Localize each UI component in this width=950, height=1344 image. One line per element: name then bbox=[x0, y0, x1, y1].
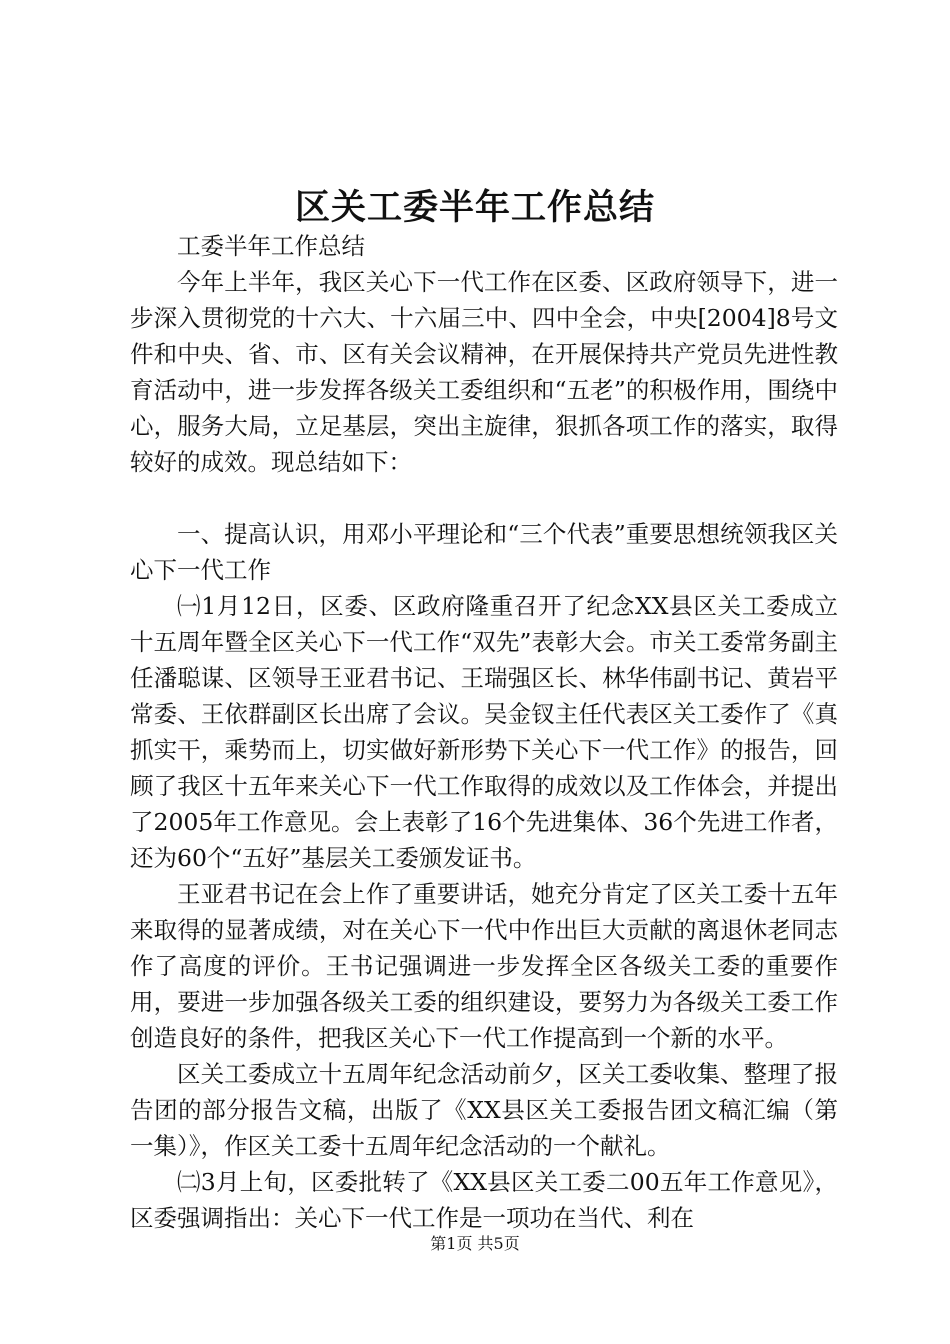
paragraph-item-1: ㈠1月12日，区委、区政府隆重召开了纪念XX县区关工委成立十五周年暨全区关心下一代工作“双先”表彰大会。市关工委常务副主任潘聪谋、区领导王亚君书记、王瑞强区长、林华伟副书记、黄岩平常委、王依群副区长出席了会议。吴金钗主任代表区关工委作了《真抓实干，乘势而上，切实做好新形势下关心下一代工作》的报告，回顾了我区十五年来关心下一代工作取得的成效以及工作体会，并提出了2005年工作意见。会上表彰了16个先进集体、36个先进工作者，还为60个“五好”基层关工委颁发证书。 bbox=[130, 592, 838, 872]
document-body bbox=[130, 228, 838, 1236]
page-footer: 第1页 共5页 bbox=[430, 1234, 520, 1253]
paragraph-subtitle: 工委半年工作总结 bbox=[177, 232, 365, 260]
paragraph-item-2: ㈡3月上旬，区委批转了《XX县区关工委二00五年工作意见》，区委强调指出：关心下一代工作是一项功在当代、利在 bbox=[130, 1168, 838, 1232]
paragraph-speech: 王亚君书记在会上作了重要讲话，她充分肯定了区关工委十五年来取得的显著成绩，对在关心下一代中作出巨大贡献的离退休老同志作了高度的评价。王书记强调进一步发挥全区各级关工委的重要作用，要进一步加强各级关工委的组织建设，要努力为各级关工委工作创造良好的条件，把我区关心下一代工作提高到一个新的水平。 bbox=[130, 880, 838, 1052]
section-heading-1: 一、提高认识，用邓小平理论和“三个代表”重要思想统领我区关心下一代工作 bbox=[130, 520, 838, 584]
document-title: 区关工委半年工作总结 bbox=[294, 187, 655, 228]
paragraph-publication: 区关工委成立十五周年纪念活动前夕，区关工委收集、整理了报告团的部分报告文稿，出版了《XX县区关工委报告团文稿汇编（第一集）》，作区关工委十五周年纪念活动的一个献礼。 bbox=[130, 1060, 838, 1160]
paragraph-intro: 今年上半年，我区关心下一代工作在区委、区政府领导下，进一步深入贯彻党的十六大、十六届三中、四中全会，中央[2004]8号文件和中央、省、市、区有关会议精神，在开展保持共产党员先进性教育活动中，进一步发挥各级关工委组织和“五老”的积极作用，围绕中心，服务大局，立足基层，突出主旋律，狠抓各项工作的落实，取得较好的成效。现总结如下： bbox=[130, 268, 838, 476]
